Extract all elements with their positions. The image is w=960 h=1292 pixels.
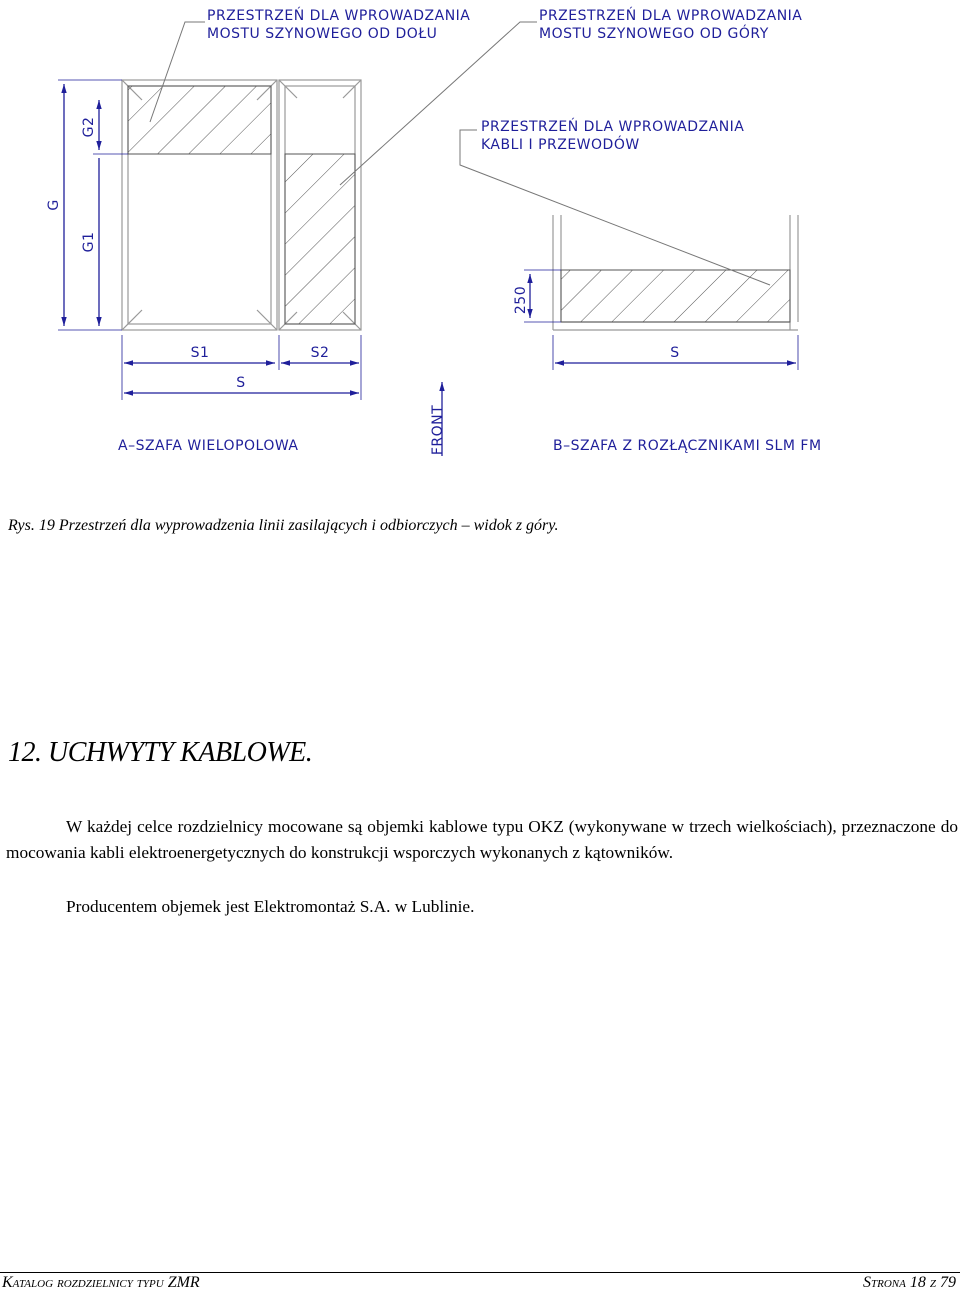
footer-divider	[0, 1272, 960, 1273]
label-bus-top-line2: MOSTU SZYNOWEGO OD GÓRY	[539, 26, 769, 42]
dim-label-g: G	[46, 199, 62, 211]
section-heading: 12. UCHWYTY KABLOWE.	[8, 737, 313, 768]
hatch-bus-bottom	[128, 86, 271, 154]
label-front: FRONT	[430, 404, 446, 456]
paragraph-1	[6, 814, 958, 866]
dim-label-s1: S1	[190, 345, 210, 361]
paragraph-1-text: W każdej celce rozdzielnicy mocowane są objemki kablowe typu OKZ (wykonywane w trzech wielkościach), przeznaczone do mocowania kabli elektroenergetycznych do konstrukcji wsporczych wykonanych z kątowników.	[6, 817, 958, 862]
dim-label-s-b: S	[670, 345, 680, 361]
label-cabinet-b: B–SZAFA Z ROZŁĄCZNIKAMI SLM FM	[553, 438, 822, 454]
hatch-bus-top	[285, 154, 355, 324]
label-cabinet-a: A–SZAFA WIELOPOLOWA	[118, 438, 299, 454]
technical-drawing	[0, 0, 960, 470]
dim-label-s-a: S	[236, 375, 246, 391]
dim-label-g1: G1	[81, 231, 97, 253]
label-bus-top-line1: PRZESTRZEŃ DLA WPROWADZANIA	[539, 8, 803, 24]
dim-label-250: 250	[513, 285, 529, 315]
figure-caption: Rys. 19 Przestrzeń dla wyprowadzenia linii zasilających i odbiorczych – widok z góry.	[8, 517, 559, 534]
paragraph-2: Producentem objemek jest Elektromontaż S.A. w Lublinie.	[66, 897, 475, 916]
label-bus-bottom-line1: PRZESTRZEŃ DLA WPROWADZANIA	[207, 8, 471, 24]
label-cables-line1: PRZESTRZEŃ DLA WPROWADZANIA	[481, 119, 745, 135]
hatch-cables	[561, 270, 790, 322]
dim-label-s2: S2	[310, 345, 330, 361]
footer-page-number: Strona 18 z 79	[863, 1274, 956, 1291]
footer-title: Katalog rozdzielnicy typu ZMR	[2, 1274, 200, 1291]
dim-label-g2: G2	[81, 116, 97, 138]
label-cables-line2: KABLI I PRZEWODÓW	[481, 137, 640, 153]
label-bus-bottom-line2: MOSTU SZYNOWEGO OD DOŁU	[207, 26, 438, 42]
